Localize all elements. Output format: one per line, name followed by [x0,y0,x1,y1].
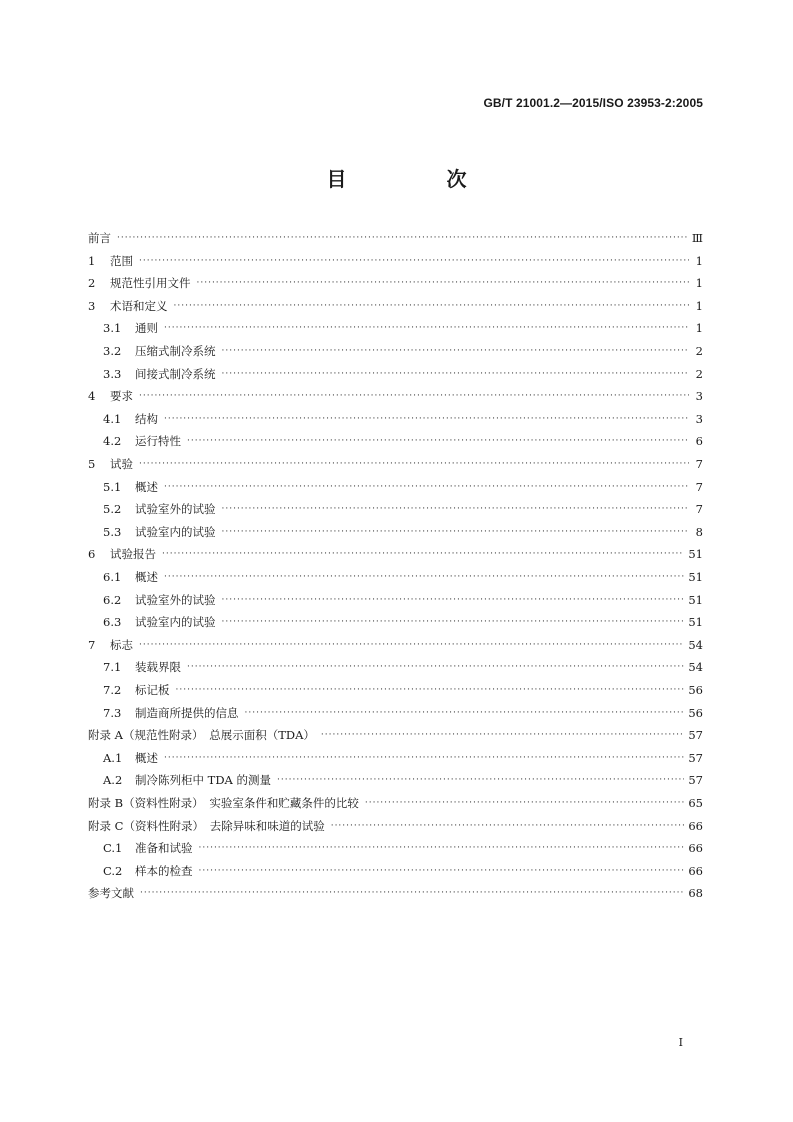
toc-leader-dots [139,634,684,656]
toc-entry[interactable] [88,634,703,656]
toc-entry-number: C.2 [103,863,123,878]
toc-entry-number: 5.2 [103,502,122,517]
toc-leader-dots [321,724,684,746]
toc-entry-page: 1 [695,253,703,268]
toc-entry-page: 51 [688,615,703,630]
toc-entry-label: 制冷陈列柜中 TDA 的测量 [135,773,272,788]
toc-entry-label: 运行特性 [135,434,181,449]
toc-entry-label: 概述 [135,750,158,765]
toc-entry-number: 4 [88,389,96,404]
toc-entry-page: 2 [695,344,703,358]
toc-entry-label: 标志 [110,637,133,652]
toc-entry-label: 试验 [110,457,133,471]
toc-leader-dots [187,656,684,678]
toc-entry-label: 规范性引用文件 [110,276,191,291]
toc-entry-number: 7.1 [103,660,122,675]
toc-entry-label: 样本的检查 [135,863,193,878]
toc-leader-dots [222,340,690,362]
toc-entry-number: 5.1 [103,479,122,494]
toc-leader-dots [277,769,684,791]
toc-entry-page: 7 [695,502,703,517]
toc-entry-label: 附录 A（规范性附录） 总展示面积（TDA） [88,728,315,743]
toc-leader-dots [222,363,690,385]
toc-entry-page: 68 [688,886,703,901]
toc-entry-number: 6.3 [103,615,122,630]
toc-entry[interactable] [88,295,703,317]
toc-entry-page: 51 [688,547,703,562]
toc-entry-number: 2 [88,276,96,291]
toc-leader-dots [164,566,684,588]
toc-entry[interactable] [88,815,703,837]
toc-entry-number: 6.2 [103,592,122,607]
toc-entry[interactable] [88,837,703,859]
toc-entry-label: 试验室外的试验 [135,592,216,607]
toc-entry-number: A.2 [103,773,123,788]
toc-entry[interactable] [88,476,703,498]
toc-entry-label: 标记板 [135,683,170,697]
toc-entry-label: 试验报告 [110,547,156,562]
toc-entry[interactable] [88,792,703,814]
toc-leader-dots [245,702,685,724]
toc-entry-number: 3 [88,298,96,313]
toc-leader-dots [331,815,685,837]
toc-entry[interactable] [88,747,703,769]
toc-leader-dots [199,860,685,882]
toc-leader-dots [139,250,689,272]
toc-entry-page: 1 [695,276,703,291]
toc-entry-number: C.1 [103,841,123,856]
toc-leader-dots [174,295,690,317]
toc-entry-label: 通则 [135,321,158,336]
toc-entry[interactable] [88,566,703,588]
toc-entry[interactable] [88,340,703,362]
toc-entry[interactable] [88,363,703,385]
toc-leader-dots [187,430,689,452]
toc-entry[interactable] [88,408,703,430]
toc-entry-page: 1 [695,321,703,336]
toc-entry-number: 5 [88,457,96,471]
toc-entry[interactable] [88,611,703,633]
toc-entry-label: 装载界限 [135,660,181,675]
toc-entry-number: 7.3 [103,705,122,720]
toc-entry[interactable] [88,769,703,791]
toc-leader-dots [140,882,684,904]
toc-entry[interactable] [88,498,703,520]
standard-code: GB/T 21001.2—2015/ISO 23953-2:2005 [483,96,703,110]
toc-entry[interactable] [88,679,703,701]
toc-entry-page: 7 [695,457,703,471]
toc-entry-number: 5.3 [103,524,122,539]
toc-entry-number: 1 [88,253,96,268]
toc-entry[interactable] [88,430,703,452]
toc-entry-label: 结构 [135,411,158,426]
toc-entry-label: 前言 [88,231,111,245]
toc-entry[interactable] [88,543,703,565]
toc-entry-number: 4.1 [103,411,122,426]
toc-entry-number: 3.1 [103,321,122,336]
toc-entry-page: 1 [695,298,703,313]
toc-entry-label: 范围 [110,253,133,268]
toc-entry-label: 要求 [110,389,133,404]
toc-entry-page: 6 [695,434,703,449]
toc-entry-number: 3.3 [103,366,122,381]
toc-entry-page: 57 [688,750,703,765]
toc-leader-dots [162,543,684,565]
toc-entry-page: 54 [688,637,703,652]
toc-entry[interactable] [88,882,703,904]
toc-entry-label: 制造商所提供的信息 [135,705,239,720]
toc-entry-page: 51 [688,570,703,584]
toc-entry[interactable] [88,521,703,543]
toc-entry[interactable] [88,272,703,294]
toc-entry[interactable] [88,656,703,678]
toc-entry[interactable] [88,453,703,475]
toc-entry-page: 56 [688,683,703,697]
toc-entry-label: 试验室外的试验 [135,502,216,517]
toc-leader-dots [164,747,684,769]
toc-entry-page: 56 [688,705,703,720]
toc-entry-label: 压缩式制冷系统 [135,344,216,358]
toc-entry-page: 57 [688,773,703,788]
toc-leader-dots [164,476,689,498]
toc-entry-label: 概述 [135,479,158,494]
toc-entry[interactable] [88,724,703,746]
toc-entry-number: 4.2 [103,434,122,449]
toc-entry-label: 试验室内的试验 [135,524,216,539]
toc-entry-page: 54 [688,660,703,675]
toc-entry-page: 7 [695,479,703,494]
page-number: I [678,1036,683,1049]
toc-entry-number: 3.2 [103,344,122,358]
toc-entry-label: 概述 [135,570,158,584]
toc-entry-page: 3 [695,389,703,404]
toc-leader-dots [139,453,689,475]
toc-entry-page: 66 [688,841,703,856]
toc-entry-number: 7 [88,637,96,652]
toc-entry-label: 准备和试验 [135,841,193,856]
toc-leader-dots [164,317,689,339]
toc-leader-dots [117,227,688,249]
toc-entry[interactable] [88,589,703,611]
toc-entry[interactable] [88,702,703,724]
toc-entry[interactable] [88,385,703,407]
toc-leader-dots [164,408,689,430]
toc-entry-label: 附录 B（资料性附录） 实验室条件和贮藏条件的比较 [88,796,359,810]
toc-leader-dots [176,679,685,701]
toc-entry-page: 66 [688,863,703,878]
page-title: 目 次 [326,167,507,191]
toc-entry-page: 66 [688,818,703,833]
toc-leader-dots [197,272,690,294]
toc-entry-label: 附录 C（资料性附录） 去除异味和味道的试验 [88,818,325,833]
toc-leader-dots [222,589,685,611]
toc-entry-label: 试验室内的试验 [135,615,216,630]
toc-entry[interactable] [88,317,703,339]
toc-leader-dots [199,837,685,859]
toc-entry-label: 参考文献 [88,886,134,901]
toc-entry-label: 间接式制冷系统 [135,366,216,381]
toc-entry-page: 3 [695,411,703,426]
toc-entry[interactable] [88,227,703,249]
toc-entry-page: 8 [695,524,703,539]
toc-entry-page: 57 [688,728,703,743]
toc-entry-number: 6.1 [103,570,122,584]
toc-entry-page: 51 [688,592,703,607]
toc-leader-dots [139,385,689,407]
toc-entry-page: 65 [688,796,703,810]
toc-entry-page: 2 [695,366,703,381]
toc-leader-dots [222,498,690,520]
toc-entry-number: 6 [88,547,96,562]
toc-leader-dots [222,611,685,633]
toc-entry-label: 术语和定义 [110,298,168,313]
toc-entry[interactable] [88,250,703,272]
toc-leader-dots [222,521,690,543]
toc-entry-number: 7.2 [103,683,122,697]
toc-entry[interactable] [88,860,703,882]
toc-entry-number: A.1 [103,750,123,765]
toc-leader-dots [365,792,685,814]
toc-entry-page: Ⅲ [691,231,703,245]
